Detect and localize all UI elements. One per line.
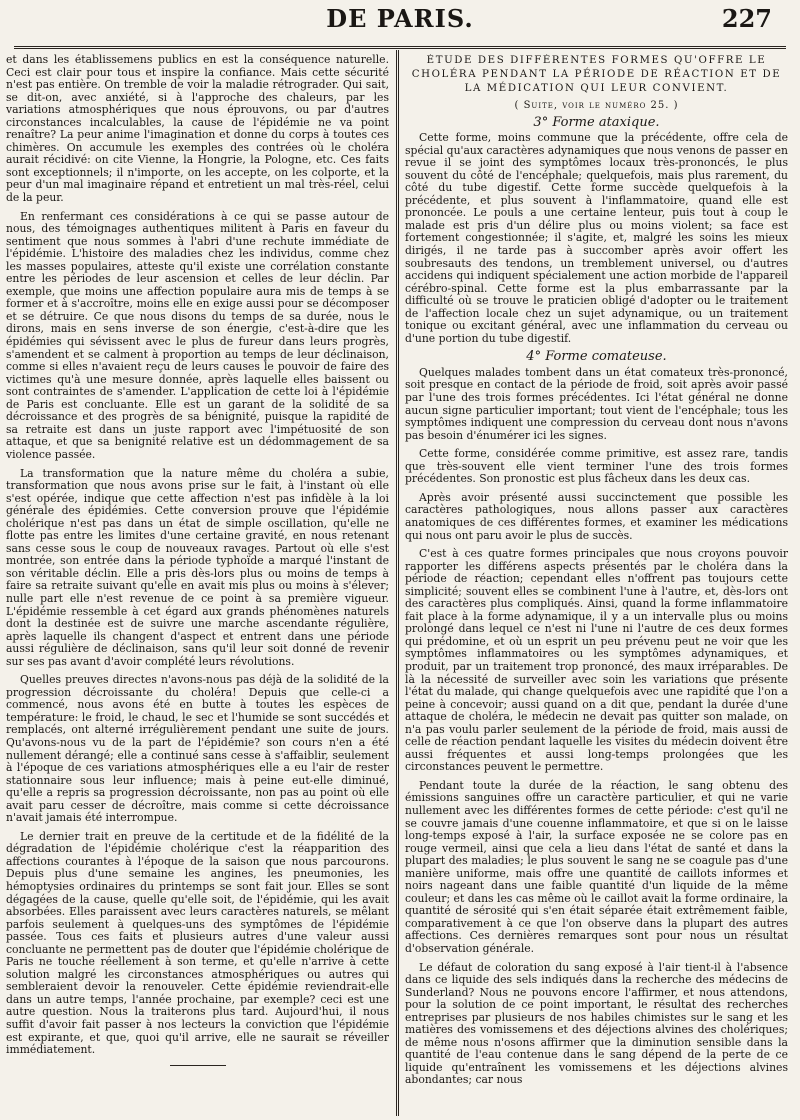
running-title: DE PARIS. xyxy=(326,4,474,33)
right-column xyxy=(405,54,788,1114)
end-of-article-rule xyxy=(170,1065,226,1066)
page-number: 227 xyxy=(721,4,772,33)
paragraph: et dans les établissemens publics en est la conséquence naturelle. Ceci est clair pour tous et inspire la confiance. Mais cette sécurité n'est pas entière. On tremble de voir la maladie rétrograder. Qui sait, se dit-on, avec anxiété, si à l'approche des chaleurs, par les variations atmosphériques que nous éprouvons, ou par d'autres circonstances incalculables, la cause de l'épidémie ne va point renaître? La peur anime l'imagination et donne du corps à toutes ces chimères. On accumule les exemples des contrées où le choléra aurait récidivé: on cite Vienne, la Hongrie, la Pologne, etc. Ces faits sont exceptionnels; il n'importe, on les accepte, on les colporte, et la peur d'un mal imaginaire répand et entretient un mal très-réel, celui de la peur. xyxy=(6,54,389,205)
paragraph: Quelques malades tombent dans un état comateux très-prononcé, soit presque en contact de la période de froid, soit après avoir passé par l'une des trois formes précédentes. Ici l'état général ne donne aucun signe particulier important; tout vient de l'encéphale; tous les symptômes indiquent une compression du cerveau dont nous n'avons pas besoin d'énumérer ici les signes. xyxy=(405,365,788,442)
paragraph: Pendant toute la durée de la réaction, le sang obtenu des émissions sanguines offre un caractère particulier, et qui ne varie nullement avec les différentes formes de cette période: c'est qu'il ne se couvre jamais d'une couenne inflammatoire, et que si on le laisse long-temps exposé à l'air, la surface exposée ne se colore pas en rouge vermeil, ainsi que cela a lieu dans l'état de santé et dans la plupart des maladies; le plus souvent le sang ne se coagule pas d'une manière uniforme, mais offre une quantité de caillots informes et noirs nageant dans une faible quantité d'un liquide de la même couleur; et dans les cas même où le caillot avait la forme ordinaire, la quantité de sérosité qui s'en était séparée était extrêmement faible, comparativement à ce que l'on observe dans la plupart des autres affections. Ces dernières remarques sont pour nous un résultat d'observation générale. xyxy=(405,778,788,955)
paragraph: Le défaut de coloration du sang exposé à l'air tient-il à l'absence dans ce liquide des sels indiqués dans la recherche des médecins de Sunderland? Nous ne pouvons encore l'affirmer, et nous attendons, pour la solution de ce point important, le résultat des recherches entreprises par plusieurs de nos habiles chimistes sur le sang et les matières des vomissemens et des déjections alvines des cholériques; de même nous n'osons affirmer que la diminution sensible dans la quantité de l'eau contenue dans le sang dépend de la perte de ce liquide qu'entraînent les vomissemens et les déjections alvines abondantes; car nous xyxy=(405,960,788,1087)
paragraph: Cette forme, moins commune que la précédente, offre cela de spécial qu'aux caractères adynamiques que nous venons de passer en revue il se joint des symptômes locaux très-prononcés, le plus souvent du côté de l'encéphale; quelquefois, mais plus rarement, du côté du tube digestif. Cette forme succède quelquefois à la précédente, et plus souvent à l'inflammatoire, quand elle est prononcée. Le pouls a une certaine lenteur, puis tout à coup le malade est pris d'un délire plus ou moins violent; sa face est fortement congestionnée; il s'agite, et, malgré les soins les mieux dirigés, il ne tarde pas à succomber après avoir offert les soubresauts des tendons, un tremblement universel, ou d'autres accidens qui indiquent spécialement une action morbide de l'appareil cérébro-spinal. Cette forme est la plus embarrassante par la difficulté où se trouve le praticien obligé d'adopter ou le traitement de l'affection locale chez un sujet adynamique, ou un traitement tonique ou excitant général, avec une inflammation du cerveau ou d'une portion du tube digestif. xyxy=(405,131,788,345)
article-title: ÉTUDE DES DIFFÉRENTES FORMES QU'OFFRE LE CHOLÉRA PENDANT LA PÉRIODE DE RÉACTION ET DE LA MÉDICATION QUI LEUR CONVIENT. xyxy=(411,55,782,94)
section-heading-ataxique: 3° Forme ataxique. xyxy=(533,114,660,130)
paragraph: Le dernier trait en preuve de la certitude et de la fidélité de la dégradation de l'épidémie cholérique c'est la réapparition des affections courantes à l'époque de la saison que nous parcourons. Depuis plus d'une semaine les angines, les pneumonies, les hémoptysies ordinaires du printemps se sont fait jour. Elles se sont dégagées de la cause, quelle qu'elle soit, de l'épidémie, qui les avait absorbées. Elles paraissent avec leurs caractères naturels, se mêlant parfois seulement à quelques-uns des symptômes de l'épidémie passée. Tous ces faits et plusieurs autres d'une valeur aussi concluante ne permettent pas de douter que l'épidémie cholérique de Paris ne touche réellement à son terme, et qu'elle n'arrive à cette solution malgré les circonstances atmosphériques ou autres qui sembleraient devoir la renouveler. Cette épidémie reviendrait-elle dans un autre temps, l'année prochaine, par exemple? ceci est une autre question. Nous la traiterons plus tard. Aujourd'hui, il nous suffit d'avoir fait passer à nos lecteurs la conviction que l'épidémie est expirante, et que, quoi qu'il arrive, elle ne saurait se réveiller immédiatement. xyxy=(6,829,389,1057)
left-column xyxy=(6,54,389,1114)
section-heading-comateuse: 4° Forme comateuse. xyxy=(526,349,667,365)
header-rule xyxy=(14,46,786,49)
column-divider xyxy=(396,50,399,1116)
continuation-note: ( Suite, voir le numéro 25. ) xyxy=(514,100,679,111)
page-header xyxy=(20,4,780,44)
paragraph: En renfermant ces considérations à ce qui se passe autour de nous, des témoignages authentiques militent à Paris en faveur du sentiment que nous sommes à l'abri d'une rechute immédiate de l'épidémie. L'histoire des maladies chez les individus, comme chez les masses populaires, atteste qu'il existe une corrélation constante entre les périodes de leur ascension et celles de leur déclin. Par exemple, que moins une affection populaire aura mis de temps à se former et à s'accroître, moins elle en exige aussi pour se décomposer et se détruire. Ce que nous disons du temps de sa durée, nous le dirons, mais en sens inverse de son énergie, c'est-à-dire que les épidémies qui sévissent avec le plus de fureur dans leurs progrès, s'amendent et se calment à proportion au temps de leur déclinaison, comme si elles n'avaient reçu de leurs causes le pouvoir de faire des victimes qu'à une mesure donnée, après laquelle elles baissent ou sont contraintes de s'amender. L'application de cette loi à l'épidémie de Paris est concluante. Elle est un garant de la solidité de sa décroissance et des progrès de sa bénignité, puisque la rapidité de sa retraite est dans un juste rapport avec l'impétuosité de son attaque, et que sa benignité relative est un dédommagement de sa violence passée. xyxy=(6,209,389,461)
paragraph: Quelles preuves directes n'avons-nous pas déjà de la solidité de la progression décroissante du choléra! Depuis que celle-ci a commencé, nous avons été en butte à toutes les espèces de température: le froid, le chaud, le sec et l'humide se sont succédés et remplacés, ont alterné irrégulièrement pendant une suite de jours. Qu'avons-nous vu de la part de l'épidémie? son cours n'en a été nullement dérangé; elle a continué sans cesse à s'affaiblir, seulement à l'époque de ces variations atmosphériques elle a eu l'air de rester stationnaire sous leur influence; mais à peine eut-elle diminué, qu'elle a repris sa progression décroissante, non pas au point où elle avait paru cesser de décroître, mais comme si cette décroissance n'avait jamais été interrompue. xyxy=(6,673,389,825)
paragraph: La transformation que la nature même du choléra a subie, transformation que nous avons prise sur le fait, à l'instant où elle s'est opérée, indique que cette affection n'est pas infidèle à la loi générale des épidémies. Cette conversion prouve que l'épidémie cholérique n'est pas dans un état de simple oscillation, qu'elle ne flotte pas entre les limites d'une certaine gravité, en nous retenant sans cesse sous le coup de nouveaux ravages. Partout où elle s'est montrée, son entrée dans la période typhoïde a marqué l'instant de son véritable déclin. Elle a pris dès-lors plus ou moins de temps à faire sa retraite suivant qu'elle en avait mis plus ou moins à s'élever; nulle part elle n'est revenue de ce point à sa première vigueur. L'épidémie ressemble à cet égard aux grands phénomènes naturels dont la destinée est de suivre une marche ascendante régulière, après laquelle ils changent d'aspect et entrent dans une période aussi régulière de déclinaison, sans qu'il leur soit donné de revenir sur ses pas avant d'avoir complété leurs révolutions. xyxy=(6,466,389,668)
paragraph: Cette forme, considérée comme primitive, est assez rare, tandis que très-souvent elle vient terminer l'une des trois formes précédentes. Son pronostic est plus fâcheux dans les deux cas. xyxy=(405,447,788,486)
paragraph: Après avoir présenté aussi succinctement que possible les caractères pathologiques, nous allons passer aux caractères anatomiques de ces différentes formes, et examiner les médications qui nous ont paru avoir le plus de succès. xyxy=(405,490,788,542)
paragraph: C'est à ces quatre formes principales que nous croyons pouvoir rapporter les différens aspects présentés par le choléra dans la période de réaction; cependant elles n'offrent pas toujours cette simplicité; souvent elles se combinent l'une à l'autre, et, dès-lors ont des caractères plus compliqués. Ainsi, quand la forme inflammatoire fait place à la forme adynamique, il y a un intervalle plus ou moins prolongé dans lequel ce n'est ni l'une ni l'autre de ces deux formes qui prédomine, et où un esprit un peu prévenu peut ne voir que les symptômes inflammatoires ou les symptômes adynamiques, et produit, par un traitement trop prononcé, des maux irréparables. De là la nécessité de surveiller avec soin les variations que présente l'état du malade, qui change quelquefois avec une rapidité que l'on a peine à concevoir; aussi quand on a dit que, pendant la durée d'une attaque de choléra, le médecin ne devait pas quitter son malade, on n'a pas voulu parler seulement de la période de froid, mais aussi de celle de réaction pendant laquelle les visites du médecin doivent être aussi fréquentes et aussi long-temps prolongées que les circonstances peuvent le permettre. xyxy=(405,547,788,774)
